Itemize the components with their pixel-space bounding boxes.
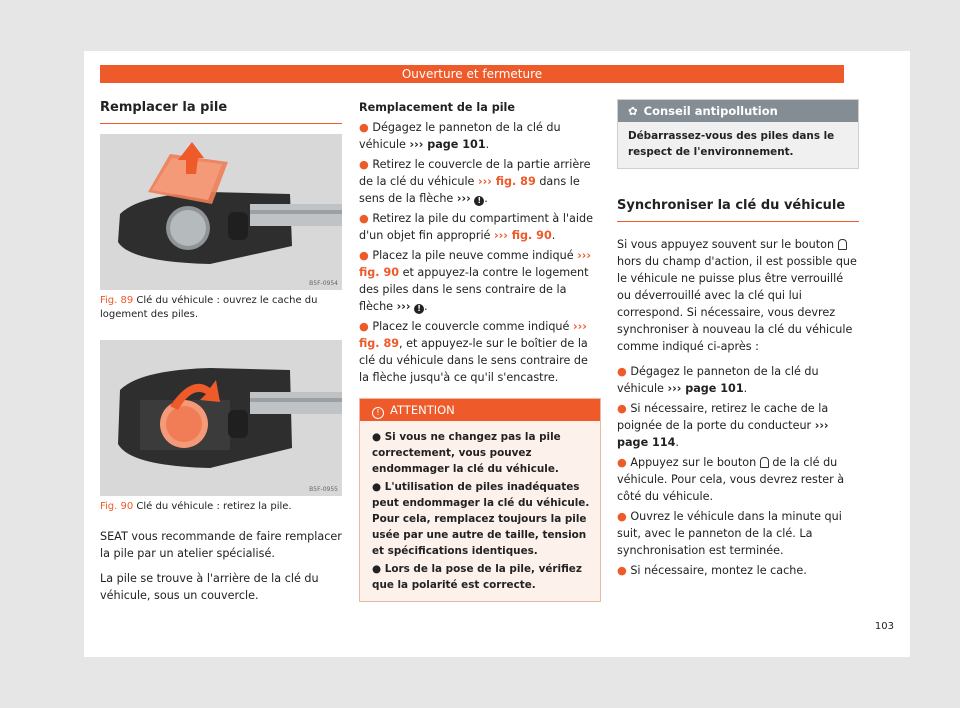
bullet-text: Ouvrez le véhicule dans la minute qui suit, avec le panneton de la clé. La synchronisation est terminée. — [617, 510, 842, 557]
eco-tip-title: Conseil antipollution — [643, 104, 778, 118]
bullet-dot: ● — [372, 563, 382, 575]
page-link[interactable]: ››› page 101 — [409, 138, 486, 151]
figure-89 — [100, 134, 342, 290]
bullet-text: Retirez le couvercle de la partie arrière de la clé du véhicule — [359, 158, 591, 188]
paragraph — [617, 236, 859, 355]
column-left — [100, 99, 342, 604]
figure-link[interactable]: ››› fig. 90 — [359, 249, 592, 279]
lock-key-icon — [760, 457, 769, 468]
bullet-text: Placez le couvercle comme indiqué — [372, 320, 570, 333]
subsection-title: Remplacement de la pile — [359, 101, 515, 114]
caption-text: Clé du véhicule : retirez la pile. — [136, 501, 292, 512]
key-open-cover-illustration — [100, 134, 342, 290]
figure-code: B5F-0954 — [309, 280, 338, 287]
attention-text: L'utilisation de piles inadéquates peut endommager la clé du véhicule. Pour cela, remplacez toujours la pile usée par une autre de taille, tension et spécifications identiques. — [372, 481, 590, 557]
attention-text: Si vous ne changez pas la pile correctement, vous pouvez endommager la clé du véhicule. — [372, 431, 561, 475]
bullet-dot: ● — [359, 249, 369, 262]
figure-link[interactable]: ››› fig. 90 — [494, 229, 552, 242]
bullet-dot: ● — [359, 121, 369, 134]
lock-key-icon — [838, 239, 847, 250]
attention-body — [360, 421, 600, 601]
bullet-dot: ● — [359, 158, 369, 171]
bullet-text: Si nécessaire, montez le cache. — [630, 564, 807, 577]
column-middle — [359, 99, 601, 602]
bullet-dot: ● — [372, 431, 382, 443]
attention-item — [372, 429, 590, 477]
bullet-text: Dégagez le panneton de la clé du véhicule — [617, 365, 819, 395]
attention-text: Lors de la pose de la pile, vérifiez que la polarité est correcte. — [372, 563, 582, 591]
bullet-text: de la clé du véhicule. Pour cela, vous devrez rester à côté du véhicule. — [617, 456, 845, 503]
section-title-sync-key: Synchroniser la clé du véhicule — [617, 197, 859, 222]
figure-link[interactable]: ››› fig. 89 — [478, 175, 536, 188]
paragraph: SEAT vous recommande de faire remplacer la pile par un atelier spécialisé. — [100, 530, 342, 560]
figure-caption — [100, 500, 342, 514]
paragraph-text: Si vous appuyez souvent sur le bouton — [617, 238, 835, 251]
list-item — [617, 562, 859, 579]
bullet-dot: ● — [617, 456, 627, 469]
attention-item — [372, 561, 590, 593]
eco-tip-text: Débarrassez-vous des piles dans le respect de l'environnement. — [628, 130, 835, 158]
bullet-text: , et appuyez-le sur le boîtier de la clé du véhicule dans le sens contraire de la flèche jusqu'à ce qu'il s'encastre. — [359, 337, 588, 384]
warning-icon: ! — [372, 407, 384, 419]
eco-tip-box — [617, 99, 859, 169]
bullet-dot: ● — [617, 365, 627, 378]
arrow-ref: ››› — [456, 192, 471, 205]
attention-box — [359, 398, 601, 602]
bullet-text: Appuyez sur le bouton — [630, 456, 757, 469]
chapter-header: Ouverture et fermeture — [100, 65, 844, 83]
key-remove-battery-illustration — [100, 340, 342, 496]
list-item — [359, 318, 601, 386]
warning-icon[interactable]: ! — [474, 196, 484, 206]
eco-tip-header — [618, 100, 858, 122]
section-title-replace-battery: Remplacer la pile — [100, 99, 342, 124]
list-item: ● Si nécessaire, retirez le cache de la poignée de la porte du conducteur ››› page 114. — [617, 402, 829, 449]
bullet-text: Si nécessaire, retirez le cache de la poignée de la porte du conducteur — [617, 402, 829, 432]
list-item: ● Dégagez le panneton de la clé du véhicule ››› page 101. — [617, 365, 819, 395]
paragraph-text: hors du champ d'action, il est possible que le véhicule ne puisse plus être verrouillé ou déverrouillé avec la clé qui lui correspond. Si nécessaire, vous devrez synchroniser à nouveau la clé du véhicule comme indiqué ci-après : — [617, 255, 857, 353]
bullet-dot: ● — [617, 510, 627, 523]
figure-caption — [100, 294, 342, 322]
list-item: ● Dégagez le panneton de la clé du véhicule ››› page 101. — [359, 121, 561, 151]
attention-item — [372, 479, 590, 559]
bullet-dot: ● — [372, 481, 382, 493]
figure-link[interactable]: ››› fig. 89 — [359, 320, 587, 350]
arrow-ref: ››› — [396, 300, 411, 313]
page-number: 103 — [874, 621, 894, 632]
bullet-text: Retirez la pile du compartiment à l'aide d'un objet fin approprié — [359, 212, 593, 242]
bullet-text: Dégagez le panneton de la clé du véhicule — [359, 121, 561, 151]
bullet-dot: ● — [617, 564, 627, 577]
list-item — [617, 454, 859, 505]
list-item: ● Retirez la pile du compartiment à l'aide d'un objet fin approprié ››› fig. 90. — [359, 212, 593, 242]
list-item — [617, 508, 859, 559]
bullet-text: dans le sens de la flèche — [359, 175, 580, 205]
attention-header — [360, 399, 600, 421]
attention-title: ATTENTION — [390, 403, 455, 417]
figure-number: Fig. 89 — [100, 295, 134, 306]
bullet-dot: ● — [617, 402, 627, 415]
page-link[interactable]: ››› page 101 — [667, 382, 744, 395]
paragraph: La pile se trouve à l'arrière de la clé du véhicule, sous un couvercle. — [100, 572, 319, 602]
figure-code: B5F-0955 — [309, 486, 338, 493]
list-item: ● Retirez le couvercle de la partie arrière de la clé du véhicule ››› fig. 89 dans le sens de la flèche ››› ! . — [359, 158, 591, 205]
bullet-dot: ● — [359, 320, 369, 333]
manual-page — [84, 51, 910, 657]
bullet-dot: ● — [359, 212, 369, 225]
caption-text: Clé du véhicule : ouvrez le cache du logement des piles. — [100, 295, 318, 320]
column-right — [617, 99, 859, 579]
bullet-text: Placez la pile neuve comme indiqué — [372, 249, 574, 262]
list-item: ● Placez la pile neuve comme indiqué ››› fig. 90 et appuyez-la contre le logement des piles dans le sens contraire de la flèche ››› ! . — [359, 249, 592, 313]
page-link[interactable]: ››› page 114 — [617, 419, 829, 449]
leaf-icon: ✿ — [628, 104, 638, 118]
figure-number: Fig. 90 — [100, 501, 134, 512]
warning-icon[interactable]: ! — [414, 304, 424, 314]
figure-90 — [100, 340, 342, 496]
bullet-text: et appuyez-la contre le logement des piles dans le sens contraire de la flèche — [359, 266, 589, 313]
